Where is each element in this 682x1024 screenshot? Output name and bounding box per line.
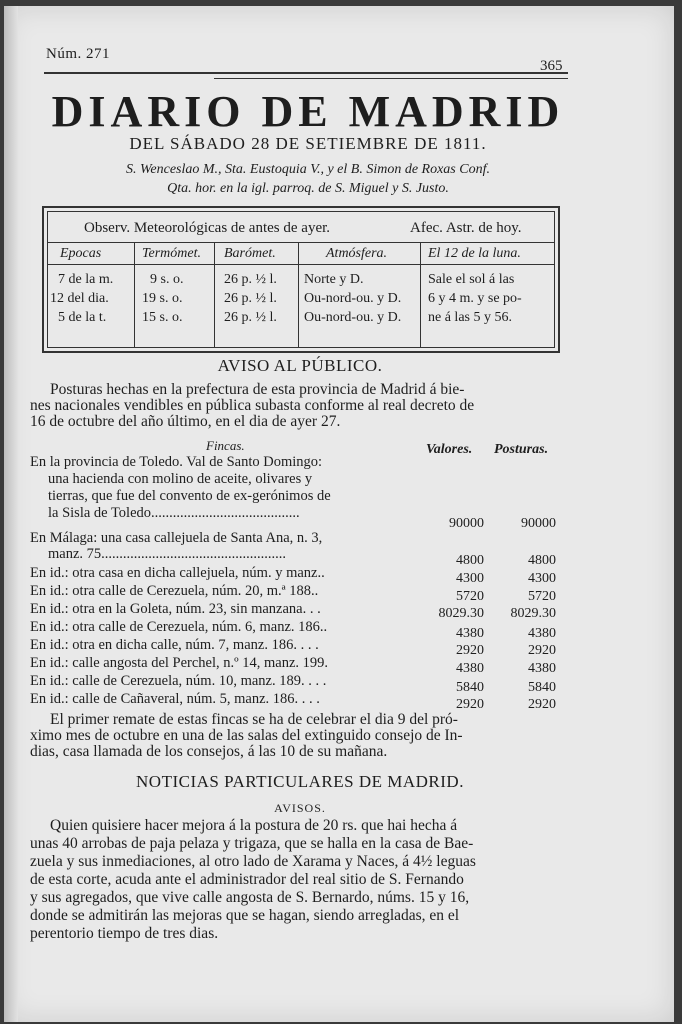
finca-6-postura: 4380 (528, 626, 556, 641)
finca-10-postura: 2920 (528, 697, 556, 712)
issue-number: Núm. 271 (46, 46, 110, 62)
finca-4-valor: 5720 (456, 589, 484, 604)
aviso-closing-line-3: dias, casa llamada de los consejos, á las 10 de su mañana. (30, 743, 388, 760)
meteo-luna-line-1: Sale el sol á las (428, 272, 515, 287)
meteo-row-2-atmos: Ou-nord-ou. y D. (304, 291, 402, 306)
meteo-row-3-termo: 15 s. o. (142, 310, 183, 325)
noticia-line-5: y sus agregados, que vive calle angosta de S. Bernardo, núms. 15 y 16, (30, 889, 470, 906)
avisos-subheading: AVISOS. (274, 801, 326, 815)
header-rule-top (44, 72, 568, 74)
finca-10-valor: 2920 (456, 697, 484, 712)
finca-8-valor: 4380 (456, 661, 484, 676)
finca-10-line-1: En id.: calle de Cañaveral, núm. 5, manz. 186. . . . (30, 691, 320, 707)
noticia-line-3: zuela y sus inmediaciones, al otro lado de Xarama y Naces, á 4½ leguas (30, 853, 476, 870)
meteo-row-3-atmos: Ou-nord-ou. y D. (304, 310, 402, 325)
finca-5-postura: 8029.30 (510, 606, 556, 621)
meteo-col-header-rule (48, 264, 554, 265)
noticias-heading: NOTICIAS PARTICULARES DE MADRID. (136, 772, 464, 791)
meteo-row-3-epoca: 5 de la t. (58, 310, 107, 325)
finca-2-line-2: manz. 75................................................... (48, 546, 287, 562)
finca-5-valor: 8029.30 (438, 606, 484, 621)
col-valores: Valores. (426, 442, 473, 457)
aviso-intro-line-3: 16 de octubre del año último, en el dia de ayer 27. (30, 413, 341, 430)
noticia-line-7: perentorio tiempo de tres dias. (30, 925, 219, 942)
finca-4-postura: 5720 (528, 589, 556, 604)
aviso-intro-line-2: nes nacionales vendibles en pública subasta conforme al real decreto de (30, 397, 475, 414)
meteo-row-2-termo: 19 s. o. (142, 291, 183, 306)
finca-6-valor: 4380 (456, 626, 484, 641)
meteo-header (48, 212, 554, 243)
col-posturas: Posturas. (494, 442, 549, 457)
meteo-luna-line-2: 6 y 4 m. y se po- (428, 291, 522, 306)
finca-7-postura: 2920 (528, 643, 556, 658)
finca-1-valor: 90000 (449, 516, 484, 531)
page-binding (4, 6, 18, 1022)
finca-3-valor: 4300 (456, 571, 484, 586)
noticia-line-6: donde se admitirán las mejoras que se hagan, siendo arregladas, en el (30, 907, 460, 924)
masthead-title: DIARIO DE MADRID (51, 87, 565, 136)
finca-7-line-1: En id.: otra en dicha calle, núm. 7, manz. 186. . . . (30, 637, 319, 653)
meteo-col-termometro: Termómet. (142, 246, 201, 261)
meteo-row-1-epoca: 7 de la m. (58, 272, 114, 287)
finca-3-line-1: En id.: otra casa en dicha callejuela, núm. y manz.. (30, 565, 325, 581)
finca-9-line-1: En id.: calle de Cerezuela, núm. 10, manz. 189. . . . (30, 673, 327, 689)
finca-1-line-4: la Sisla de Toledo......................................... (48, 505, 300, 521)
finca-4-line-1: En id.: otra calle de Cerezuela, núm. 20, m.ª 188.. (30, 583, 319, 599)
finca-5-line-1: En id.: otra en la Goleta, núm. 23, sin manzana. . . (30, 601, 321, 617)
meteo-title-right: Afec. Astr. de hoy. (410, 220, 522, 236)
col-fincas: Fincas. (206, 438, 245, 453)
meteo-col-barometro: Barómet. (224, 246, 276, 261)
meteo-col-luna: El 12 de la luna. (428, 246, 521, 261)
finca-1-postura: 90000 (521, 516, 556, 531)
finca-2-line-1: En Málaga: una casa callejuela de Santa Ana, n. 3, (30, 530, 323, 546)
finca-1-line-1: En la provincia de Toledo. Val de Santo Domingo: (30, 454, 323, 470)
saints-line-2: Qta. hor. en la igl. parroq. de S. Miguel y S. Justo. (167, 181, 449, 196)
aviso-closing-line-1: El primer remate de estas fincas se ha de celebrar el dia 9 del pró- (50, 711, 458, 728)
meteo-row-2-baro: 26 p. ½ l. (224, 291, 277, 306)
saints-line-1: S. Wenceslao M., Sta. Eustoquia V., y el B. Simon de Roxas Conf. (126, 162, 490, 177)
meteo-col-divider-4 (420, 242, 421, 347)
noticia-line-1: Quien quisiere hacer mejora á la postura de 20 rs. que hai hecha á (50, 817, 458, 834)
meteo-col-divider-3 (298, 242, 299, 347)
meteo-col-divider-1 (134, 242, 135, 347)
meteo-luna-line-3: ne á las 5 y 56. (428, 310, 512, 325)
header-rule-bottom (214, 78, 568, 79)
finca-6-line-1: En id.: otra calle de Cerezuela, núm. 6, manz. 186.. (30, 619, 328, 635)
finca-1-line-3: tierras, que fue del convento de ex-gerónimos de (48, 488, 331, 504)
meteo-row-3-baro: 26 p. ½ l. (224, 310, 277, 325)
page-number: 365 (540, 58, 563, 74)
meteo-row-1-baro: 26 p. ½ l. (224, 272, 277, 287)
meteo-col-epocas: Epocas (60, 246, 102, 261)
noticia-line-4: de esta corte, acuda ante el administrador del real sitio de S. Fernando (30, 871, 464, 888)
finca-7-valor: 2920 (456, 643, 484, 658)
finca-8-line-1: En id.: calle angosta del Perchel, n.º 14, manz. 199. (30, 655, 329, 671)
meteorological-table (42, 206, 560, 353)
finca-3-postura: 4300 (528, 571, 556, 586)
noticia-line-2: unas 40 arrobas de paja pelaza y trigaza, que se halla en la casa de Bae- (30, 835, 474, 852)
meteo-title-left: Observ. Meteorológicas de antes de ayer. (84, 220, 331, 236)
meteo-row-2-epoca: 12 del dia. (50, 291, 109, 306)
meteo-row-1-termo: 9 s. o. (150, 272, 184, 287)
issue-date: DEL SÁBADO 28 DE SETIEMBRE DE 1811. (129, 134, 487, 153)
finca-2-valor: 4800 (456, 553, 484, 568)
aviso-heading: AVISO AL PÚBLICO. (217, 356, 383, 375)
finca-9-postura: 5840 (528, 680, 556, 695)
finca-8-postura: 4380 (528, 661, 556, 676)
meteo-col-divider-2 (214, 242, 215, 347)
finca-2-postura: 4800 (528, 553, 556, 568)
meteo-row-1-atmos: Norte y D. (304, 272, 364, 287)
aviso-closing-line-2: ximo mes de octubre en una de las salas del extinguido consejo de In- (30, 727, 463, 744)
finca-1-line-2: una hacienda con molino de aceite, olivares y (48, 471, 313, 487)
meteo-inner-frame (47, 211, 555, 348)
meteo-col-atmosfera: Atmósfera. (326, 246, 388, 261)
finca-9-valor: 5840 (456, 680, 484, 695)
aviso-intro-line-1: Posturas hechas en la prefectura de esta provincia de Madrid á bie- (50, 381, 465, 398)
